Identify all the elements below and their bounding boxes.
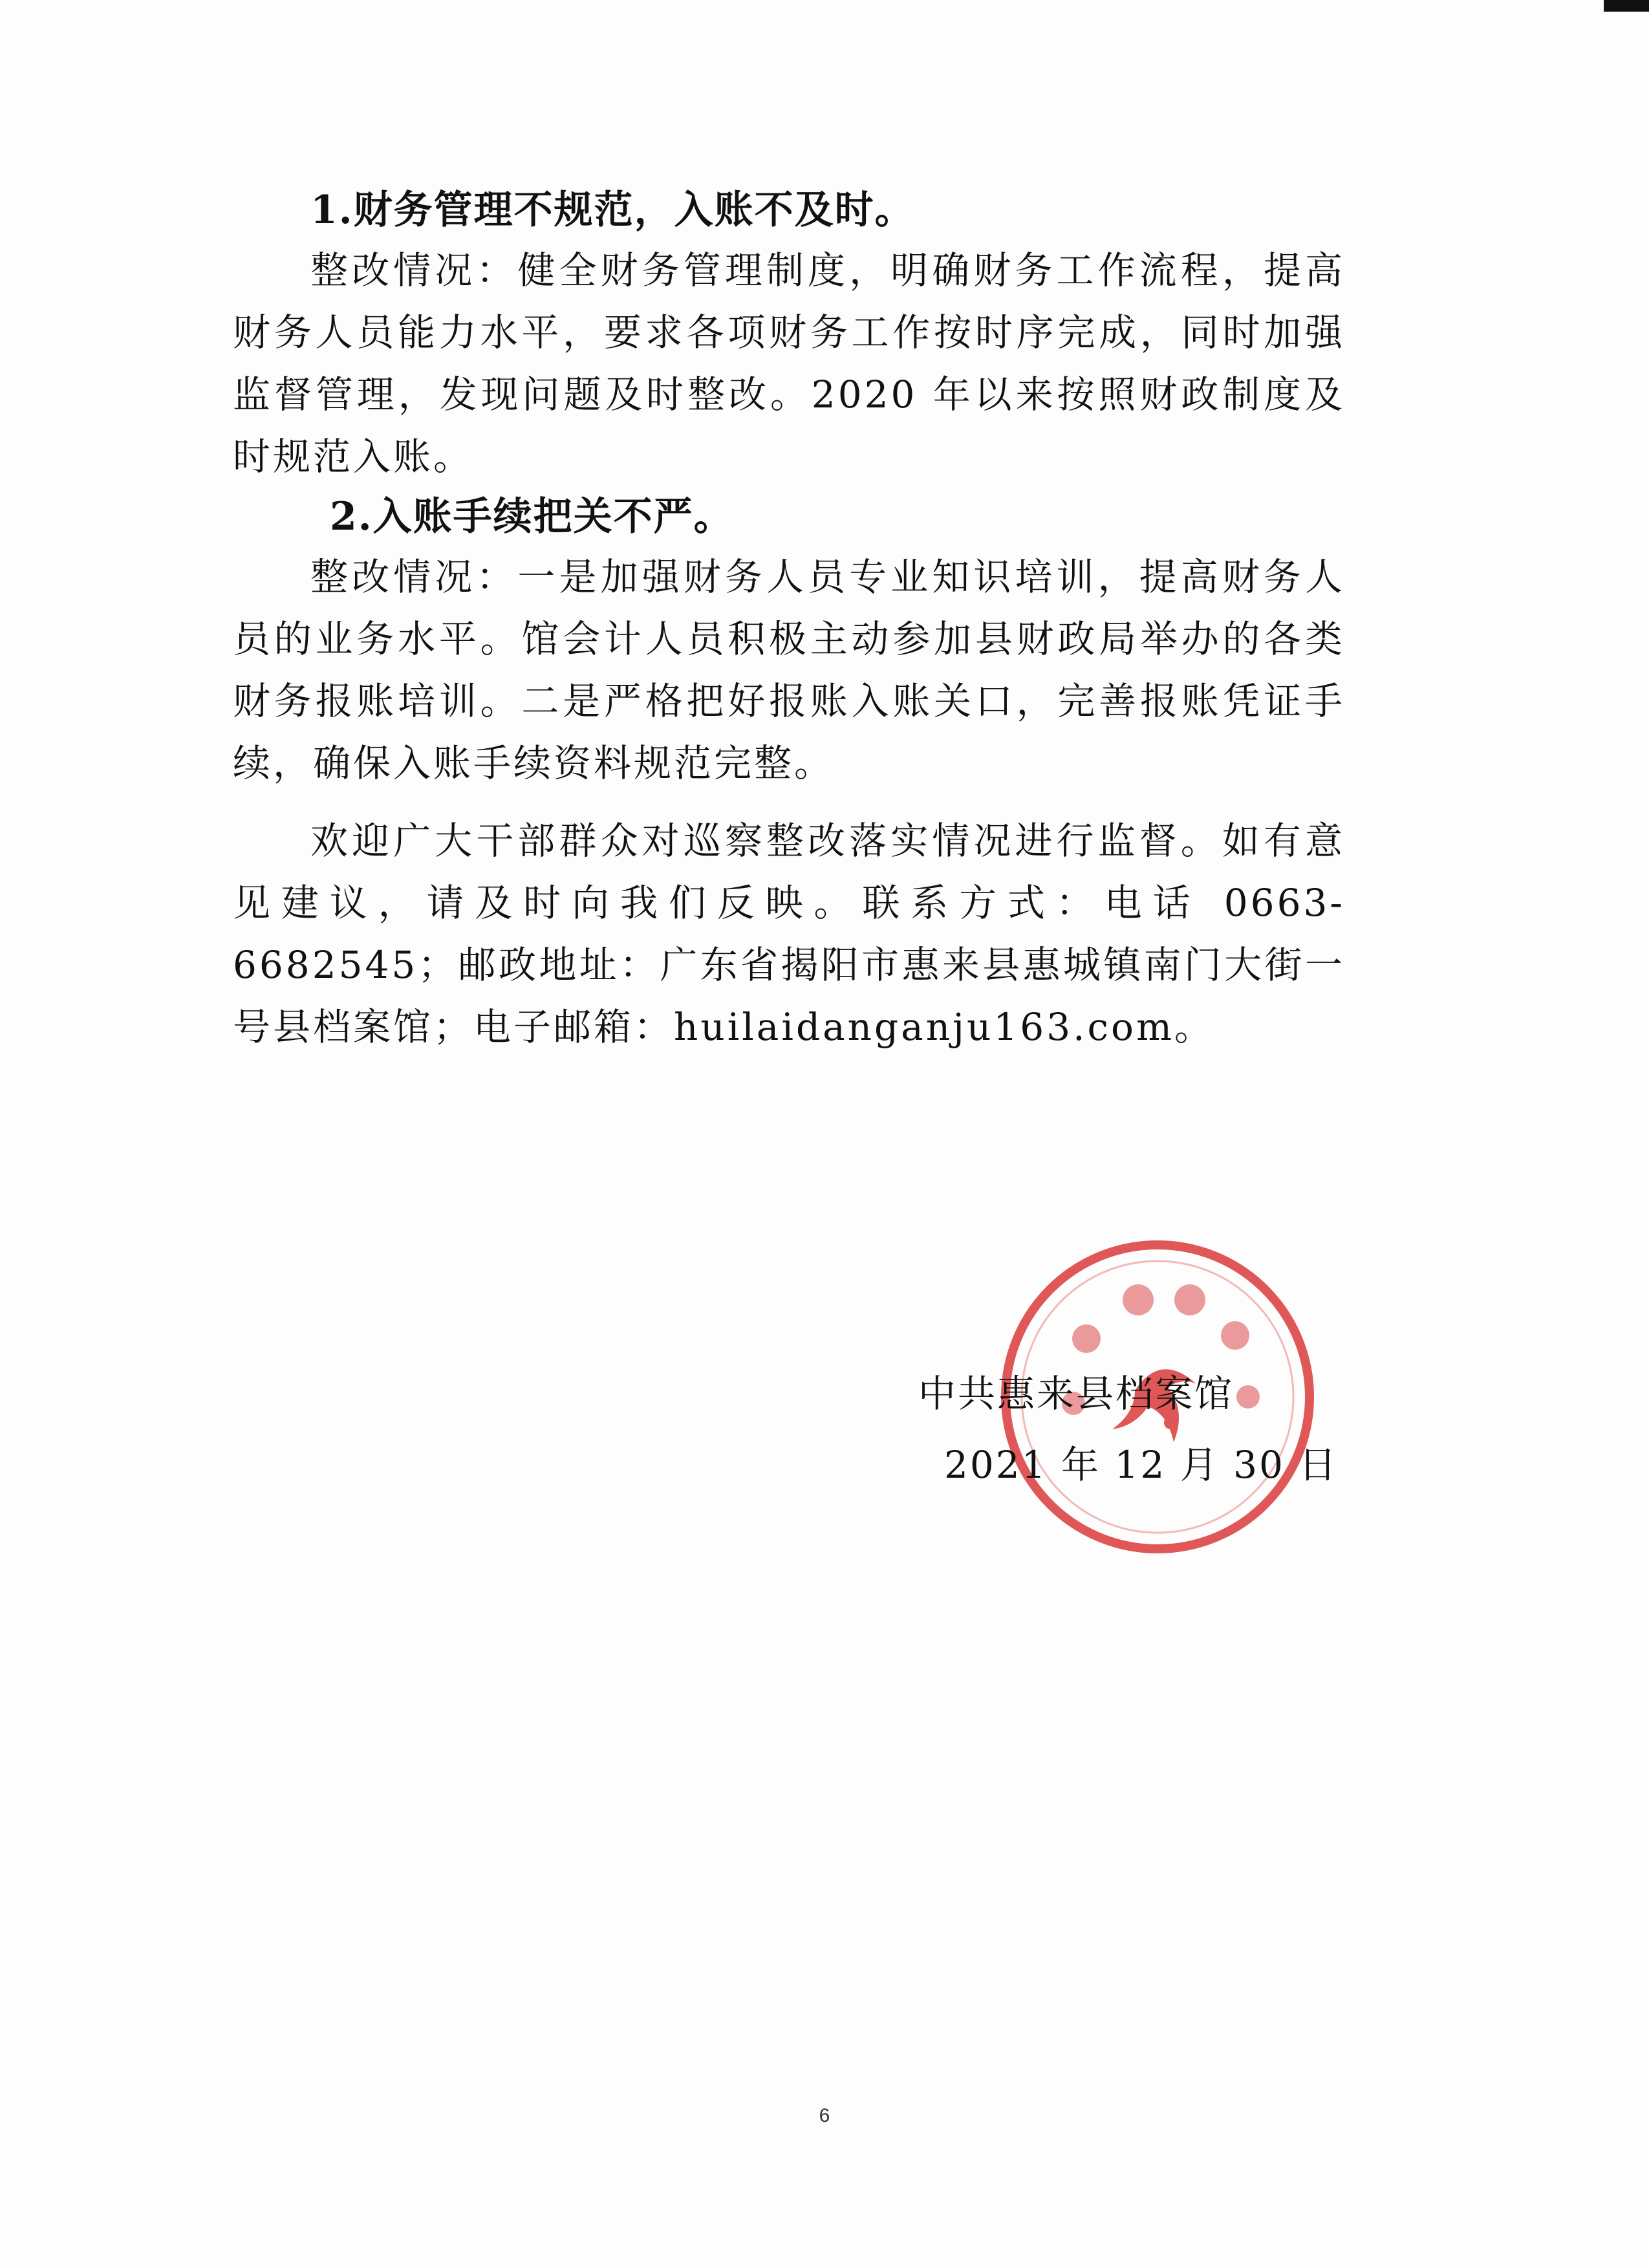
section1-heading: 1.财务管理不规范，入账不及时。 xyxy=(310,188,915,233)
document-body xyxy=(233,181,1345,1058)
section1-paragraph: 整改情况：健全财务管理制度，明确财务工作流程，提高财务人员能力水平，要求各项财务工作按时序完成，同时加强监督管理，发现问题及时整改。2020 年以来按照财政制度及时规范入账。 xyxy=(233,248,1345,479)
section2-paragraph: 整改情况：一是加强财务人员专业知识培训，提高财务人员的业务水平。馆会计人员积极主动参加县财政局举办的各类财务报账培训。二是严格把好报账入账关口，完善报账凭证手续，确保入账手续资料规范完整。 xyxy=(233,555,1345,785)
signature-date: 2021 年 12 月 30 日 xyxy=(944,1443,1339,1487)
page-number: 6 xyxy=(819,2105,830,2126)
scan-edge-mark xyxy=(1604,0,1649,12)
section2-heading: 2.入账手续把关不严。 xyxy=(330,494,734,539)
signature-organization: 中共惠来县档案馆 xyxy=(918,1372,1234,1416)
closing-paragraph: 欢迎广大干部群众对巡察整改落实情况进行监督。如有意见建议，请及时向我们反映。联系方式：电话 0663-6682545；邮政地址：广东省揭阳市惠来县惠城镇南门大街一号县档案馆；电子邮箱：huilaidanganju163.com。 xyxy=(233,819,1345,1049)
signature-block xyxy=(918,1358,1371,1500)
